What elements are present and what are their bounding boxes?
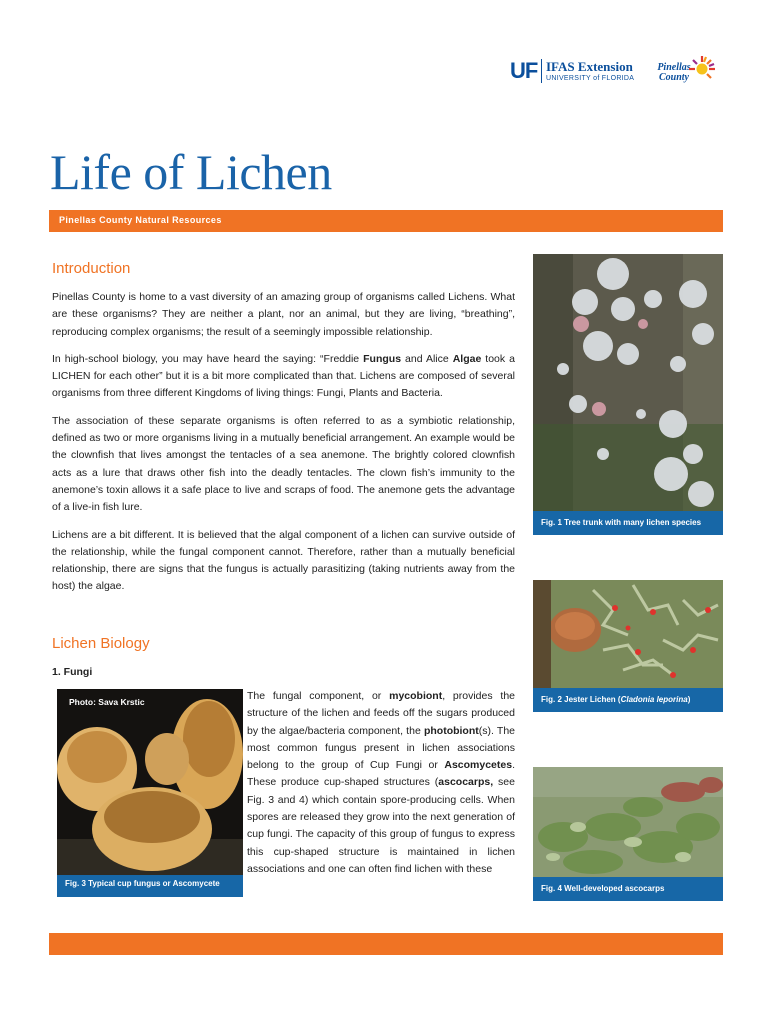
figure-2-caption: Fig. 2 Jester Lichen (Cladonia leporina) — [533, 688, 723, 712]
ascocarps-photo — [533, 767, 723, 877]
university-text: UNIVERSITY of FLORIDA — [546, 75, 635, 82]
introduction-heading: Introduction — [52, 260, 131, 277]
cup-fungus-photo — [57, 689, 243, 875]
figure-3-caption: Fig. 3 Typical cup fungus or Ascomycete — [57, 875, 243, 897]
logo-divider — [541, 59, 542, 83]
figure-3 — [57, 689, 243, 897]
jester-lichen-photo — [533, 580, 723, 688]
figure-4-caption: Fig. 4 Well-developed ascocarps — [533, 877, 723, 901]
section-banner — [49, 210, 723, 232]
lichen-biology-heading: Lichen Biology — [52, 635, 150, 652]
tree-trunk-lichen-photo — [533, 254, 723, 511]
footer-bar — [49, 933, 723, 955]
page-title: Life of Lichen — [50, 144, 332, 200]
photo-credit: Photo: Sava Krstic — [69, 697, 145, 707]
intro-paragraph-2: In high-school biology, you may have heard the saying: “Freddie Fungus and Alice Algae took a LICHEN for each other” but it is a bit more complicated than that. Lichens are composed of several organisms from three different Kingdoms of living things: Fungi, Plants and Bacteria. — [52, 352, 515, 400]
pinellas-county-logo-text: Pinellas County — [657, 62, 691, 83]
uf-logo-mark: UF — [510, 58, 538, 83]
intro-paragraph-4: Lichens are a bit different. It is believed that the algal component of a lichen can survive outside of the relationship, while the fungal component cannot. Therefore, rather than a mutually beneficial relationship, there are signs that the fungus is actually parasitizing (taking nutrients away from the host) the algae. — [52, 528, 515, 593]
figure-1-caption: Fig. 1 Tree trunk with many lichen species — [533, 511, 723, 535]
intro-paragraph-3: The association of these separate organisms is often referred to as a symbiotic relationship, defined as two or more organisms living in a mutually beneficial arrangement. An example would be the clownfish that lives amongst the tentacles of a sea anemone. The brightly colored clownfish acts as a lure that draws other fish into the deadly tentacles. The clown fish’s immunity to the anemone’s toxin allows it a safe place to live and scraps of food. The anemone gets the advantage of a live-in fish lure. — [52, 414, 515, 514]
ifas-extension-logo — [510, 55, 715, 93]
figure-2 — [533, 580, 723, 712]
fungi-subheading: 1. Fungi — [52, 666, 93, 678]
figure-4 — [533, 767, 723, 901]
figure-1 — [533, 254, 723, 535]
sun-icon — [688, 55, 716, 83]
introduction-body — [52, 289, 515, 606]
intro-paragraph-1: Pinellas County is home to a vast diversity of an amazing group of organisms called Lichens. What are these organisms? They are neither a plant, nor an animal, but they are living, “breathing”, reproducing complex organisms; the result of a seemingly impossible relationship. — [52, 291, 515, 338]
ifas-extension-text: IFAS Extension — [546, 59, 633, 74]
fungi-paragraph: The fungal component, or mycobiont, provides the structure of the lichen and feeds off the sugars produced by the algae/bacteria component, the photobiont(s). The most common fungus present in lichen associations belong to the group of Cup Fungi or Ascomycetes. These produce cup-shaped structures (ascocarps, see Fig. 3 and 4) which contain spore-producing cells. When spores are released they grow into the next generation of cup fungi. The capacity of this group of fungus to express this cup-shaped structure is maintained in lichen associations and one can often find lichen with these — [247, 690, 515, 875]
banner-text: Pinellas County Natural Resources — [59, 215, 222, 225]
